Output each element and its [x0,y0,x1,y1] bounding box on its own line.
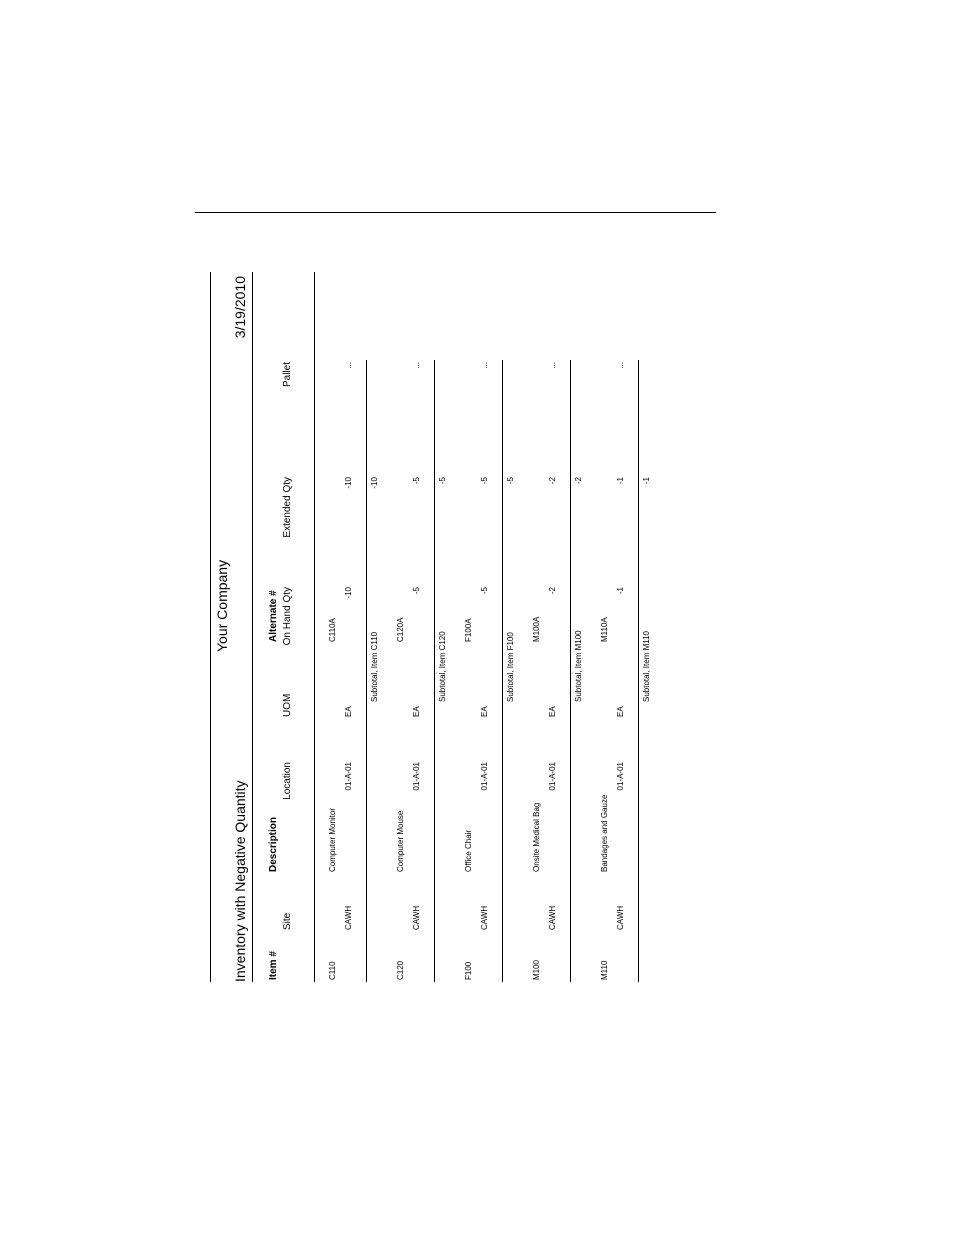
item-location: 01-A-01 [480,762,489,791]
item-pallet: ... [344,362,353,369]
item-extended: -5 [412,477,421,485]
header-location: Location [282,762,293,800]
item-site: CAWH [480,905,489,930]
subtotal-qty: -1 [642,477,651,485]
subtotal-rule [570,360,571,982]
subtotal-qty: -2 [574,477,583,485]
item-description: Bandages and Gauze [600,794,609,872]
subtotal-label: Subtotal, Item C110 [370,631,379,702]
item-on-hand: -10 [344,587,353,599]
item-extended: -5 [480,477,489,485]
header-extended: Extended Qty [282,477,293,538]
item-pallet: ... [548,362,557,369]
item-uom: EA [412,706,421,717]
item-location: 01-A-01 [412,762,421,791]
company-name: Your Company [214,559,230,652]
subtotal-label: Subtotal, Item M110 [642,631,651,702]
item-description: Onsite Medical Bag [532,802,541,872]
item-uom: EA [548,706,557,717]
item-location: 01-A-01 [548,762,557,791]
item-description: Computer Mouse [396,810,405,872]
item-number: C110 [328,961,337,980]
subtotal-qty: -5 [438,477,447,485]
header-on-hand: On Hand Qty [282,587,293,646]
report-top-rule [210,272,211,982]
item-description: Office Chair [464,829,473,872]
item-on-hand: -5 [412,587,421,595]
subtotal-rule [502,360,503,982]
subtotal-label: Subtotal, Item F100 [506,632,515,702]
item-location: 01-A-01 [616,762,625,791]
item-alternate: M100A [532,616,541,642]
header-rule [314,272,315,982]
rotated-report [210,272,710,982]
header-site: Site [282,912,293,930]
subtotal-label: Subtotal, Item M100 [574,630,583,702]
title-rule [252,272,253,982]
item-site: CAWH [616,905,625,930]
item-extended: -1 [616,477,625,485]
subtotal-label: Subtotal, Item C120 [438,631,447,702]
item-on-hand: -5 [480,587,489,595]
header-uom: UOM [282,693,293,717]
subtotal-qty: -5 [506,477,515,485]
report-date: 3/19/2010 [232,276,248,339]
item-number: M100 [532,959,541,980]
item-extended: -2 [548,477,557,485]
page-top-rule [195,212,716,213]
item-site: CAWH [548,905,557,930]
item-uom: EA [344,706,353,717]
subtotal-rule [434,360,435,982]
item-alternate: C110A [328,618,337,642]
report-title: Inventory with Negative Quantity [232,780,248,982]
item-on-hand: -1 [616,587,625,595]
subtotal-rule [638,360,639,982]
item-number: F100 [464,961,473,980]
item-alternate: F100A [464,618,473,642]
item-extended: -10 [344,477,353,489]
item-on-hand: -2 [548,587,557,595]
item-number: M110 [600,960,609,980]
subtotal-rule [366,360,367,982]
item-alternate: M110A [600,617,609,642]
item-pallet: ... [412,362,421,369]
subtotal-qty: -10 [370,477,379,489]
item-pallet: ... [480,362,489,369]
item-site: CAWH [412,905,421,930]
header-description: Description [268,816,279,872]
header-pallet: Pallet [282,362,293,388]
item-description: Computer Monitor [328,807,337,872]
item-site: CAWH [344,905,353,930]
item-location: 01-A-01 [344,762,353,791]
header-alternate: Alternate # [268,590,279,642]
item-uom: EA [616,706,625,717]
item-alternate: C120A [396,617,405,642]
item-pallet: ... [616,362,625,369]
item-number: C120 [396,960,405,980]
item-uom: EA [480,706,489,717]
header-item: Item # [268,951,279,980]
